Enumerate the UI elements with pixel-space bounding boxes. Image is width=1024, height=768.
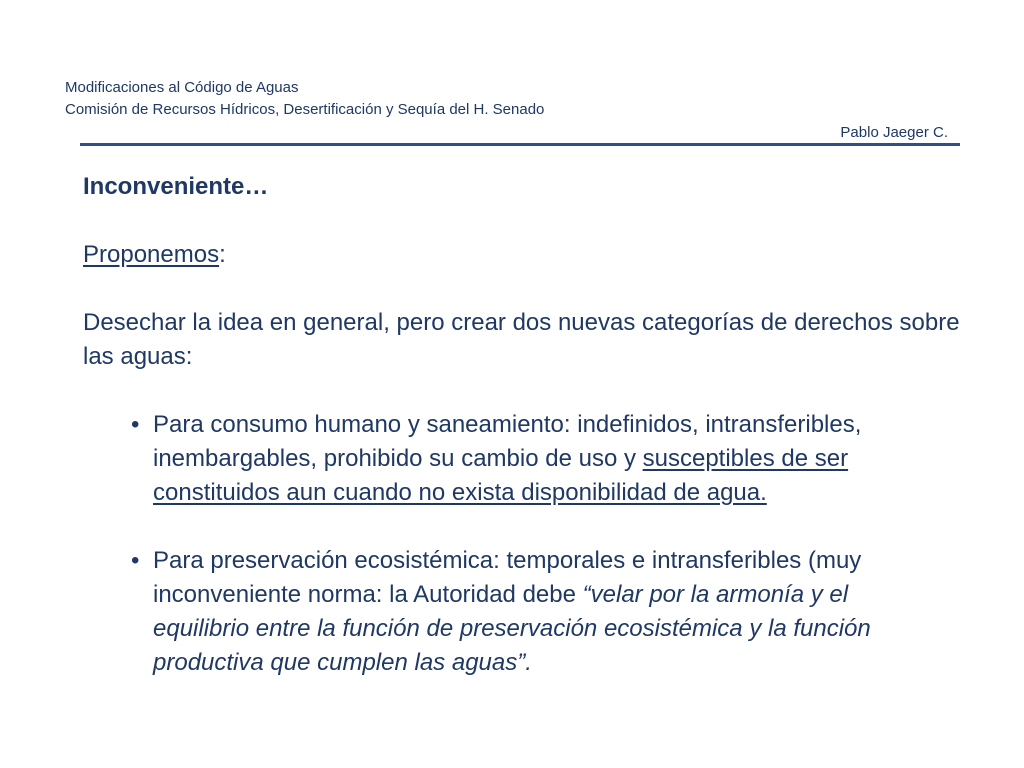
bullet-text: Para consumo humano y saneamiento: indefinidos, intransferibles, inembargables, prohibido su cambio de uso y [153,411,862,472]
spacer [83,204,963,238]
bullet-text-underlined: susceptibles de ser constituidos aun cuando no exista disponibilidad de agua. [153,445,849,506]
bullet-dot-icon: • [131,411,140,438]
bullet-dot-icon: • [131,547,140,574]
header-title: Modificaciones al Código de Aguas [65,79,299,96]
author-name: Pablo Jaeger C. [840,124,948,141]
bullet-list [83,408,963,680]
header-divider [80,143,960,146]
proponemos-label: Proponemos [83,241,220,268]
bullet-text: Para preservación ecosistémica: temporales e intransferibles (muy inconveniente norma: la Autoridad debe [153,547,862,608]
proponemos-heading [83,238,963,272]
spacer [83,272,963,306]
proponemos-colon: : [219,241,226,268]
bullet-item-preservacion [83,544,928,680]
bullet-item-consumo [83,408,928,510]
spacer [83,374,963,408]
slide-body [83,170,963,680]
slide-title: Inconveniente… [83,173,269,200]
intro-paragraph: Desechar la idea en general, pero crear dos nuevas categorías de derechos sobre las aguas: [83,309,960,370]
bullet-text-italic: “velar por la armonía y el equilibrio entre la función de preservación ecosistémica y la función productiva que cumplen las aguas”. [153,581,871,676]
spacer [83,510,963,544]
header-subtitle: Comisión de Recursos Hídricos, Desertificación y Sequía del H. Senado [65,101,545,118]
